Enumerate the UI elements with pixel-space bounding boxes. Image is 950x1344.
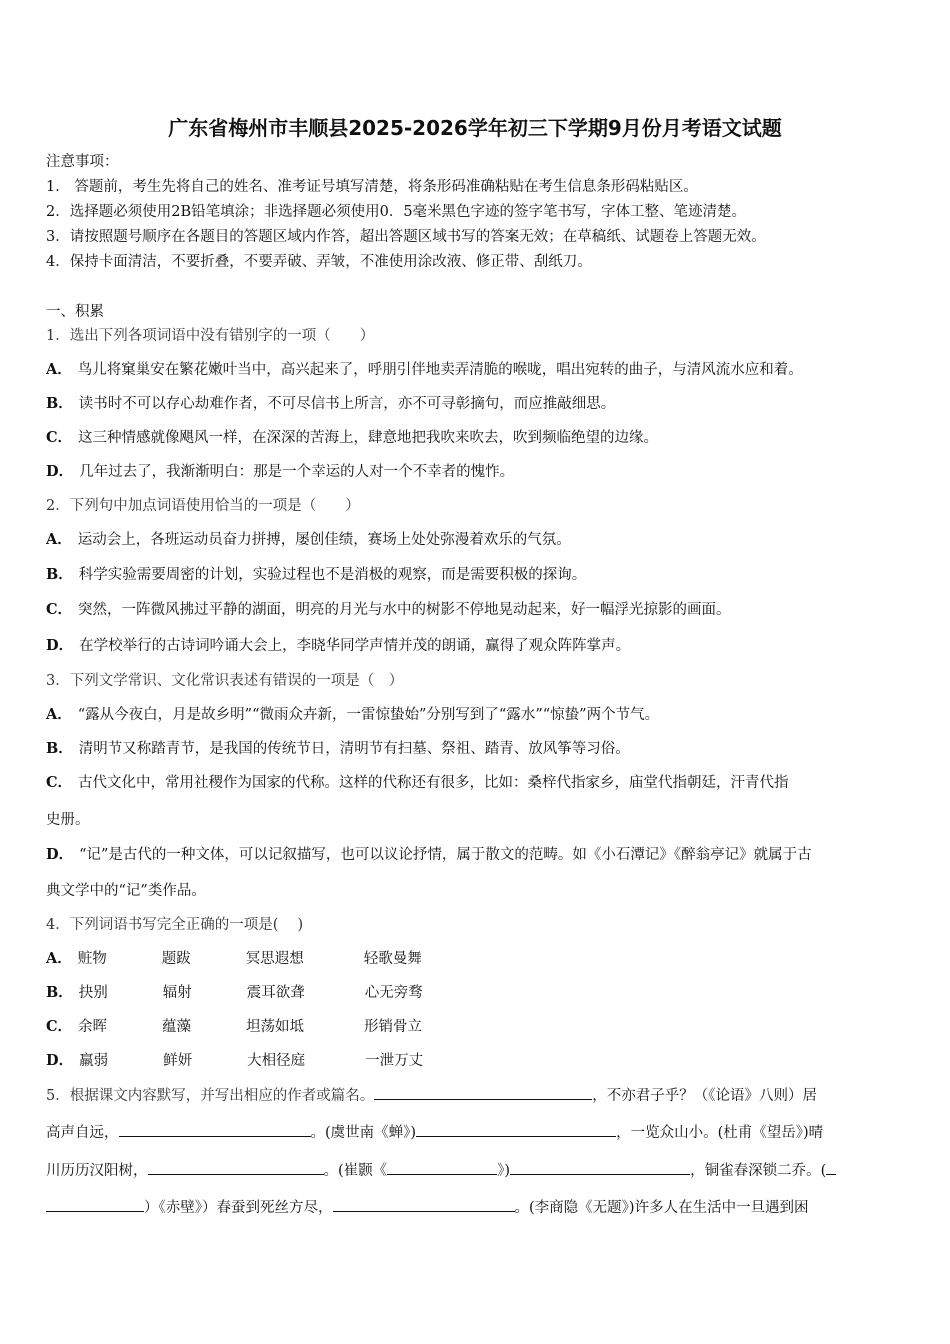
notice-item: 1． 答题前，考生先将自己的姓名、准考证号填写清楚，将条形码准确粘贴在考生信息条形码粘贴区。: [46, 179, 698, 195]
option-text: 古代文化中，常用社稷作为国家的代称。这样的代称还有很多，比如：桑梓代指家乡，庙堂代指朝廷，汗青代指: [78, 775, 789, 791]
q4-option-c: [46, 1017, 422, 1037]
exam-title: 广东省梅州市丰顺县2025-2026学年初三下学期9月份月考语文试题: [168, 116, 782, 140]
option-label: C．: [46, 1018, 73, 1035]
question-2-stem: 2．下列句中加点词语使用恰当的一项是（ ）: [46, 498, 360, 514]
option-label: A．: [46, 706, 72, 723]
word: 赃物: [77, 951, 107, 967]
word: 余晖: [78, 1019, 108, 1035]
option-label: A．: [46, 950, 72, 967]
q3-option-d: [46, 845, 812, 865]
word: 大相径庭: [247, 1053, 306, 1069]
word: 冥思遐想: [245, 951, 304, 967]
q4-option-b: [46, 983, 423, 1003]
q5-text: 。(虞世南《蝉》): [310, 1125, 417, 1141]
q5-text: 》): [497, 1163, 511, 1179]
q1-option-b: [46, 394, 615, 414]
option-text: 清明节又称踏青节，是我国的传统节日，清明节有扫墓、祭祖、踏青、放风筝等习俗。: [78, 741, 630, 757]
q1-option-a: [46, 360, 803, 380]
answer-blank[interactable]: [333, 1197, 515, 1212]
notice-heading: 注意事项：: [46, 154, 119, 170]
question-3-stem: 3．下列文学常识、文化常识表述有错误的一项是（ ）: [46, 673, 404, 689]
q5-text: ，铜雀春深锁二乔。(: [690, 1163, 827, 1179]
q1-option-c: [46, 428, 658, 448]
word: 辐射: [162, 985, 192, 1001]
q3-option-c-cont: 史册。: [46, 812, 90, 828]
option-label: A．: [46, 361, 72, 378]
option-text: 突然，一阵微风拂过平静的湖面，明亮的月光与水中的树影不停地晃动起来，好一幅浮光掠影的画面。: [78, 602, 731, 618]
word: 蕴藻: [162, 1019, 192, 1035]
option-text: 科学实验需要周密的计划，实验过程也不是消极的观察，而是需要积极的探询。: [78, 567, 587, 583]
q5-text: 5．根据课文内容默写，并写出相应的作者或篇名。: [46, 1088, 375, 1104]
q3-option-d-cont: 典文学中的“记”类作品。: [46, 883, 206, 899]
word: 题跋: [161, 951, 191, 967]
q5-text: ，不亦君子乎？（《论语》八则）居: [592, 1088, 817, 1104]
question-1-stem: 1．选出下列各项词语中没有错别字的一项（ ）: [46, 328, 375, 344]
option-label: D．: [46, 1052, 74, 1069]
q2-option-a: [46, 530, 571, 550]
notice-item: 2．选择题必须使用2B铅笔填涂；非选择题必须使用0．5毫米黑色字迹的签字笔书写，字体工整、笔迹清楚。: [46, 204, 747, 220]
option-label: D．: [46, 846, 74, 863]
option-text: 几年过去了，我渐渐明白：那是一个幸运的人对一个不幸者的愧怍。: [79, 464, 515, 480]
option-label: B．: [46, 740, 73, 757]
option-text: 鸟儿将窠巢安在繁花嫩叶当中，高兴起来了，呼朋引伴地卖弄清脆的喉咙，唱出宛转的曲子，与清风流水应和着。: [77, 362, 803, 378]
q2-option-c: [46, 600, 731, 620]
q2-option-b: [46, 565, 586, 585]
q5-text: 。(崔颢《: [323, 1163, 388, 1179]
q5-text: 。(李商隐《无题》)许多人在生活中一旦遇到困: [514, 1200, 809, 1216]
option-label: C．: [46, 774, 73, 791]
option-label: D．: [46, 463, 74, 480]
q4-option-a: [46, 949, 422, 969]
word: 震耳欲聋: [246, 985, 305, 1001]
q2-option-d: [46, 636, 630, 656]
option-text: 这三种情感就像飓风一样，在深深的苦海上，肆意地把我吹来吹去，吹到频临绝望的边缘。: [78, 430, 659, 446]
option-label: B．: [46, 984, 73, 1001]
word: 抉别: [78, 985, 108, 1001]
q5-line-3: [46, 1160, 836, 1181]
q5-line-2: [46, 1122, 823, 1143]
q3-option-c: [46, 773, 789, 793]
word: 一泄万丈: [365, 1053, 424, 1069]
q5-text: ，一览众山小。(杜甫《望岳》)晴: [616, 1125, 824, 1141]
notice-item: 3．请按照题号顺序在各题目的答题区域内作答，超出答题区域书写的答案无效；在草稿纸、试题卷上答题无效。: [46, 229, 766, 245]
option-label: C．: [46, 601, 73, 618]
answer-blank[interactable]: [46, 1197, 144, 1212]
word: 羸弱: [79, 1053, 109, 1069]
option-label: C．: [46, 429, 73, 446]
option-label: D．: [46, 637, 74, 654]
q5-text: ）《赤壁》）春蚕到死丝方尽，: [144, 1200, 333, 1216]
word: 形销骨立: [364, 1019, 423, 1035]
answer-blank[interactable]: [416, 1122, 616, 1137]
answer-blank[interactable]: [510, 1160, 690, 1175]
word: 轻歌曼舞: [363, 951, 422, 967]
answer-blank[interactable]: [826, 1160, 836, 1175]
option-text: “记”是古代的一种文体，可以记叙描写，也可以议论抒情，属于散文的范畴。如《小石潭记》《醉翁亭记》就属于古: [79, 847, 812, 863]
option-label: B．: [46, 566, 73, 583]
option-text: “露从今夜白，月是故乡明”“微雨众卉新，一雷惊蛰始”分别写到了“露水”“惊蛰”两个节气。: [77, 707, 660, 723]
q1-option-d: [46, 462, 514, 482]
option-label: B．: [46, 395, 73, 412]
answer-blank[interactable]: [387, 1160, 497, 1175]
option-text: 运动会上，各班运动员奋力拼搏，屡创佳绩，赛场上处处弥漫着欢乐的气氛。: [77, 532, 571, 548]
answer-blank[interactable]: [119, 1122, 311, 1137]
option-text: 在学校举行的古诗词吟诵大会上，李晓华同学声情并茂的朗诵，赢得了观众阵阵掌声。: [79, 638, 631, 654]
question-4-stem: 4．下列词语书写完全正确的一项是( ): [46, 917, 304, 933]
section-heading: 一、积累: [46, 304, 104, 320]
answer-blank[interactable]: [374, 1085, 592, 1100]
word: 鲜妍: [163, 1053, 193, 1069]
answer-blank[interactable]: [148, 1160, 324, 1175]
word: 心无旁骛: [364, 985, 423, 1001]
q3-option-b: [46, 739, 630, 759]
q5-line-1: [46, 1085, 817, 1106]
notice-item: 4．保持卡面清洁，不要折叠，不要弄破、弄皱，不准使用涂改液、修正带、刮纸刀。: [46, 254, 592, 270]
q5-text: 高声自远，: [46, 1125, 119, 1141]
q3-option-a: [46, 705, 659, 725]
option-text: 读书时不可以存心劫难作者，不可尽信书上所言，亦不可寻彰摘句，而应推敲细思。: [78, 396, 616, 412]
word: 坦荡如坻: [246, 1019, 305, 1035]
q5-text: 川历历汉阳树，: [46, 1163, 148, 1179]
option-label: A．: [46, 531, 72, 548]
q4-option-d: [46, 1051, 423, 1071]
q5-line-4: [46, 1197, 809, 1218]
